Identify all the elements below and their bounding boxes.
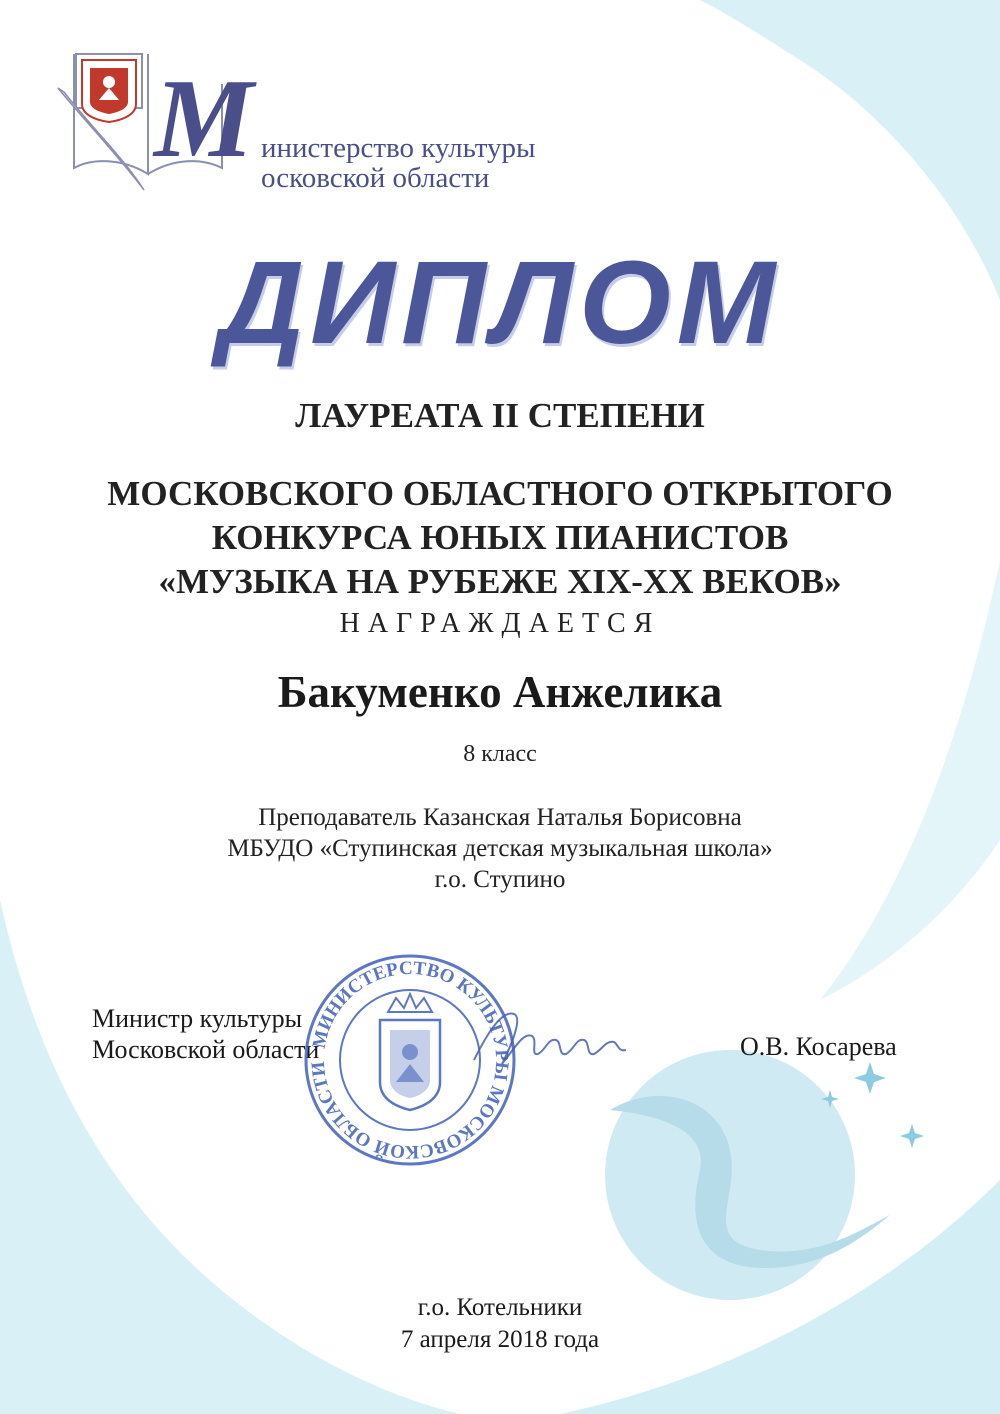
laureate-degree: ЛАУРЕАТА II СТЕПЕНИ [295, 396, 705, 435]
ministry-logo [52, 48, 536, 198]
stamp-crown-icon [388, 994, 432, 1012]
minister-title [92, 1003, 319, 1065]
contest-line-3: «МУЗЫКА НА РУБЕЖЕ XIX-XX ВЕКОВ» [158, 562, 842, 601]
sparkle-icon [900, 1124, 924, 1148]
stamp-shield-icon [380, 1020, 440, 1110]
signer-name: О.В. Косарева [740, 1032, 897, 1061]
footer [0, 1292, 1000, 1356]
contest-line-2: КОНКУРСА ЮНЫХ ПИАНИСТОВ [211, 518, 789, 557]
recipient-name: Бакуменко Анжелика [277, 667, 723, 717]
footer-city: г.о. Котельники [417, 1294, 583, 1321]
minister-title-line-2: Московской области [92, 1035, 320, 1064]
recipient-grade: 8 класс [463, 741, 537, 767]
school-name: МБУДО «Ступинская детская музыкальная школа» [227, 835, 773, 862]
footer-date: 7 апреля 2018 года [400, 1326, 600, 1353]
awarded-label: НАГРАЖДАЕТСЯ [339, 608, 661, 639]
contest-name [0, 472, 1000, 604]
logo-line-ministry: инистерство культуры [261, 132, 536, 164]
school-city: г.о. Ступино [434, 866, 566, 893]
teacher-name: Преподаватель Казанская Наталья Борисовна [258, 804, 742, 831]
handwritten-signature [468, 1002, 648, 1072]
diploma-title: ДИПЛОМ [218, 237, 782, 369]
minister-title-line-1: Министр культуры [92, 1004, 303, 1033]
sparkle-icon [854, 1062, 886, 1094]
stamp-text-path: МИНИСТЕРСТВО КУЛЬТУРЫ МОСКОВСКОЙ ОБЛАСТИ [307, 957, 513, 1163]
moscow-region-coat-of-arms-icon [82, 60, 136, 122]
teacher-info [0, 802, 1000, 895]
stylized-letter-m-icon: М [154, 57, 254, 181]
logo-line-region: осковской области [261, 162, 490, 194]
contest-line-1: МОСКОВСКОГО ОБЛАСТНОГО ОТКРЫТОГО [107, 474, 893, 513]
